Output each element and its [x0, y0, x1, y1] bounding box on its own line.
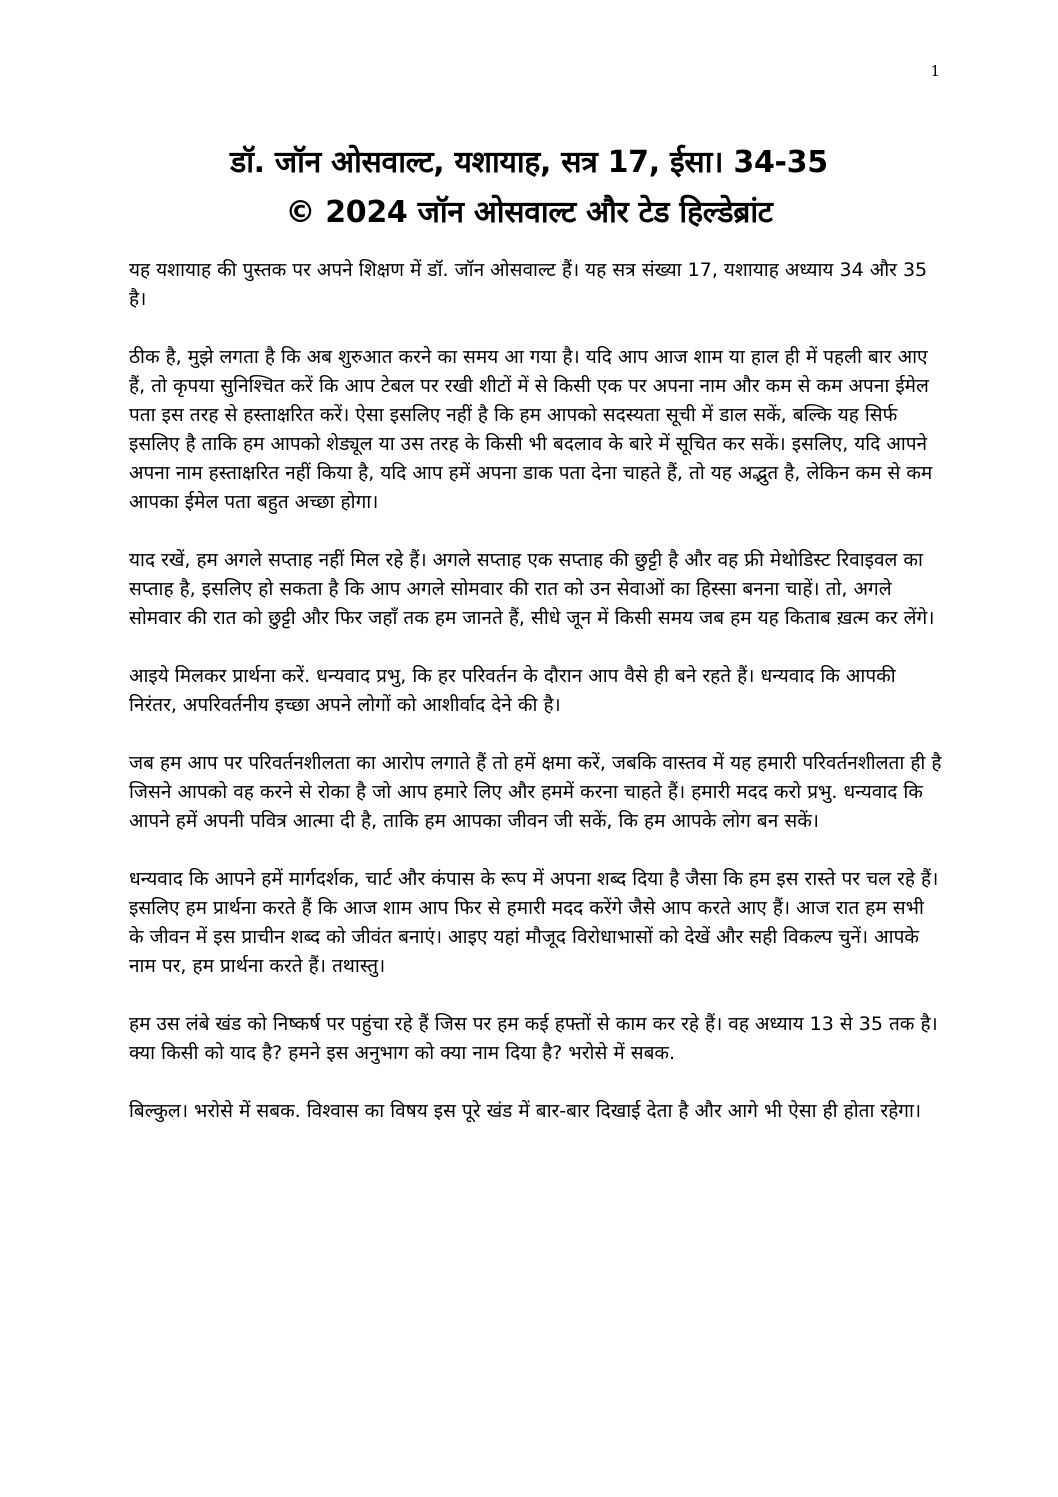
paragraph-4: आइये मिलकर प्रार्थना करें. धन्यवाद प्रभु, कि हर परिवर्तन के दौरान आप वैसे ही बने रहते हैं। धन्यवाद कि आपकी निरंतर, अपरिवर्तनीय इच्छा अपने लोगों को आशीर्वाद देने की है।: [129, 665, 896, 716]
title-line-1: डॉ. जॉन ओसवाल्ट, यशायाह, सत्र 17, ईसा। 34-35: [230, 145, 828, 180]
document-body: [129, 256, 944, 1155]
paragraph-1: यह यशायाह की पुस्तक पर अपने शिक्षण में डॉ. जॉन ओसवाल्ट हैं। यह सत्र संख्या 17, यशायाह अध्याय 34 और 35 है।: [129, 259, 928, 310]
paragraph-2: ठीक है, मुझे लगता है कि अब शुरुआत करने का समय आ गया है। यदि आप आज शाम या हाल ही में पहली बार आए हैं, तो कृपया सुनिश्चित करें कि आप टेबल पर रखी शीटों में से किसी एक पर अपना नाम और कम से कम अपना ईमेल पता इस तरह से हस्ताक्षरित करें। ऐसा इसलिए नहीं है कि हम आपको सदस्यता सूची में डाल सकें, बल्कि यह सिर्फ इसलिए है ताकि हम आपको शेड्यूल या उस तरह के किसी भी बदलाव के बारे में सूचित कर सकें। इसलिए, यदि आपने अपना नाम हस्ताक्षरित नहीं किया है, यदि आप हमें अपना डाक पता देना चाहते हैं, तो यह अद्भुत है, लेकिन कम से कम आपका ईमेल पता बहुत अच्छा होगा।: [129, 346, 933, 513]
paragraph-3: याद रखें, हम अगले सप्ताह नहीं मिल रहे हैं। अगले सप्ताह एक सप्ताह की छुट्टी है और वह फ्री मेथोडिस्ट रिवाइवल का सप्ताह है, इसलिए हो सकता है कि आप अगले सोमवार की रात को उन सेवाओं का हिस्सा बनना चाहें। तो, अगले सोमवार की रात को छुट्टी और फिर जहाँ तक हम जानते हैं, सीधे जून में किसी समय जब हम यह किताब ख़त्म कर लेंगे।: [129, 549, 935, 629]
title-line-2: © 2024 जॉन ओसवाल्ट और टेड हिल्डेब्रांट: [285, 195, 773, 230]
paragraph-5: जब हम आप पर परिवर्तनशीलता का आरोप लगाते हैं तो हमें क्षमा करें, जबकि वास्तव में यह हमारी परिवर्तनशीलता ही है जिसने आपको वह करने से रोका है जो आप हमारे लिए और हममें करना चाहते हैं। हमारी मदद करो प्रभु. धन्यवाद कि आपने हमें अपनी पवित्र आत्मा दी है, ताकि हम आपका जीवन जी सकें, कि हम आपके लोग बन सकें।: [129, 752, 942, 832]
paragraph-7: हम उस लंबे खंड को निष्कर्ष पर पहुंचा रहे हैं जिस पर हम कई हफ्तों से काम कर रहे हैं। वह अध्याय 13 से 35 तक है। क्या किसी को याद है? हमने इस अनुभाग को क्या नाम दिया है? भरोसे में सबक.: [129, 1013, 938, 1064]
paragraph-6: धन्यवाद कि आपने हमें मार्गदर्शक, चार्ट और कंपास के रूप में अपना शब्द दिया है जैसा कि हम इस रास्ते पर चल रहे हैं। इसलिए हम प्रार्थना करते हैं कि आज शाम आप फिर से हमारी मदद करेंगे जैसे आप करते आए हैं। आज रात हम सभी के जीवन में इस प्राचीन शब्द को जीवंत बनाएं। आइए यहां मौजूद विरोधाभासों को देखें और सही विकल्प चुनें। आपके नाम पर, हम प्रार्थना करते हैं। तथास्तु।: [129, 868, 939, 977]
document-title: [0, 138, 1058, 238]
page-number: 1: [930, 62, 940, 80]
paragraph-8: बिल्कुल। भरोसे में सबक. विश्वास का विषय इस पूरे खंड में बार-बार दिखाई देता है और आगे भी ऐसा ही होता रहेगा।: [129, 1100, 922, 1122]
